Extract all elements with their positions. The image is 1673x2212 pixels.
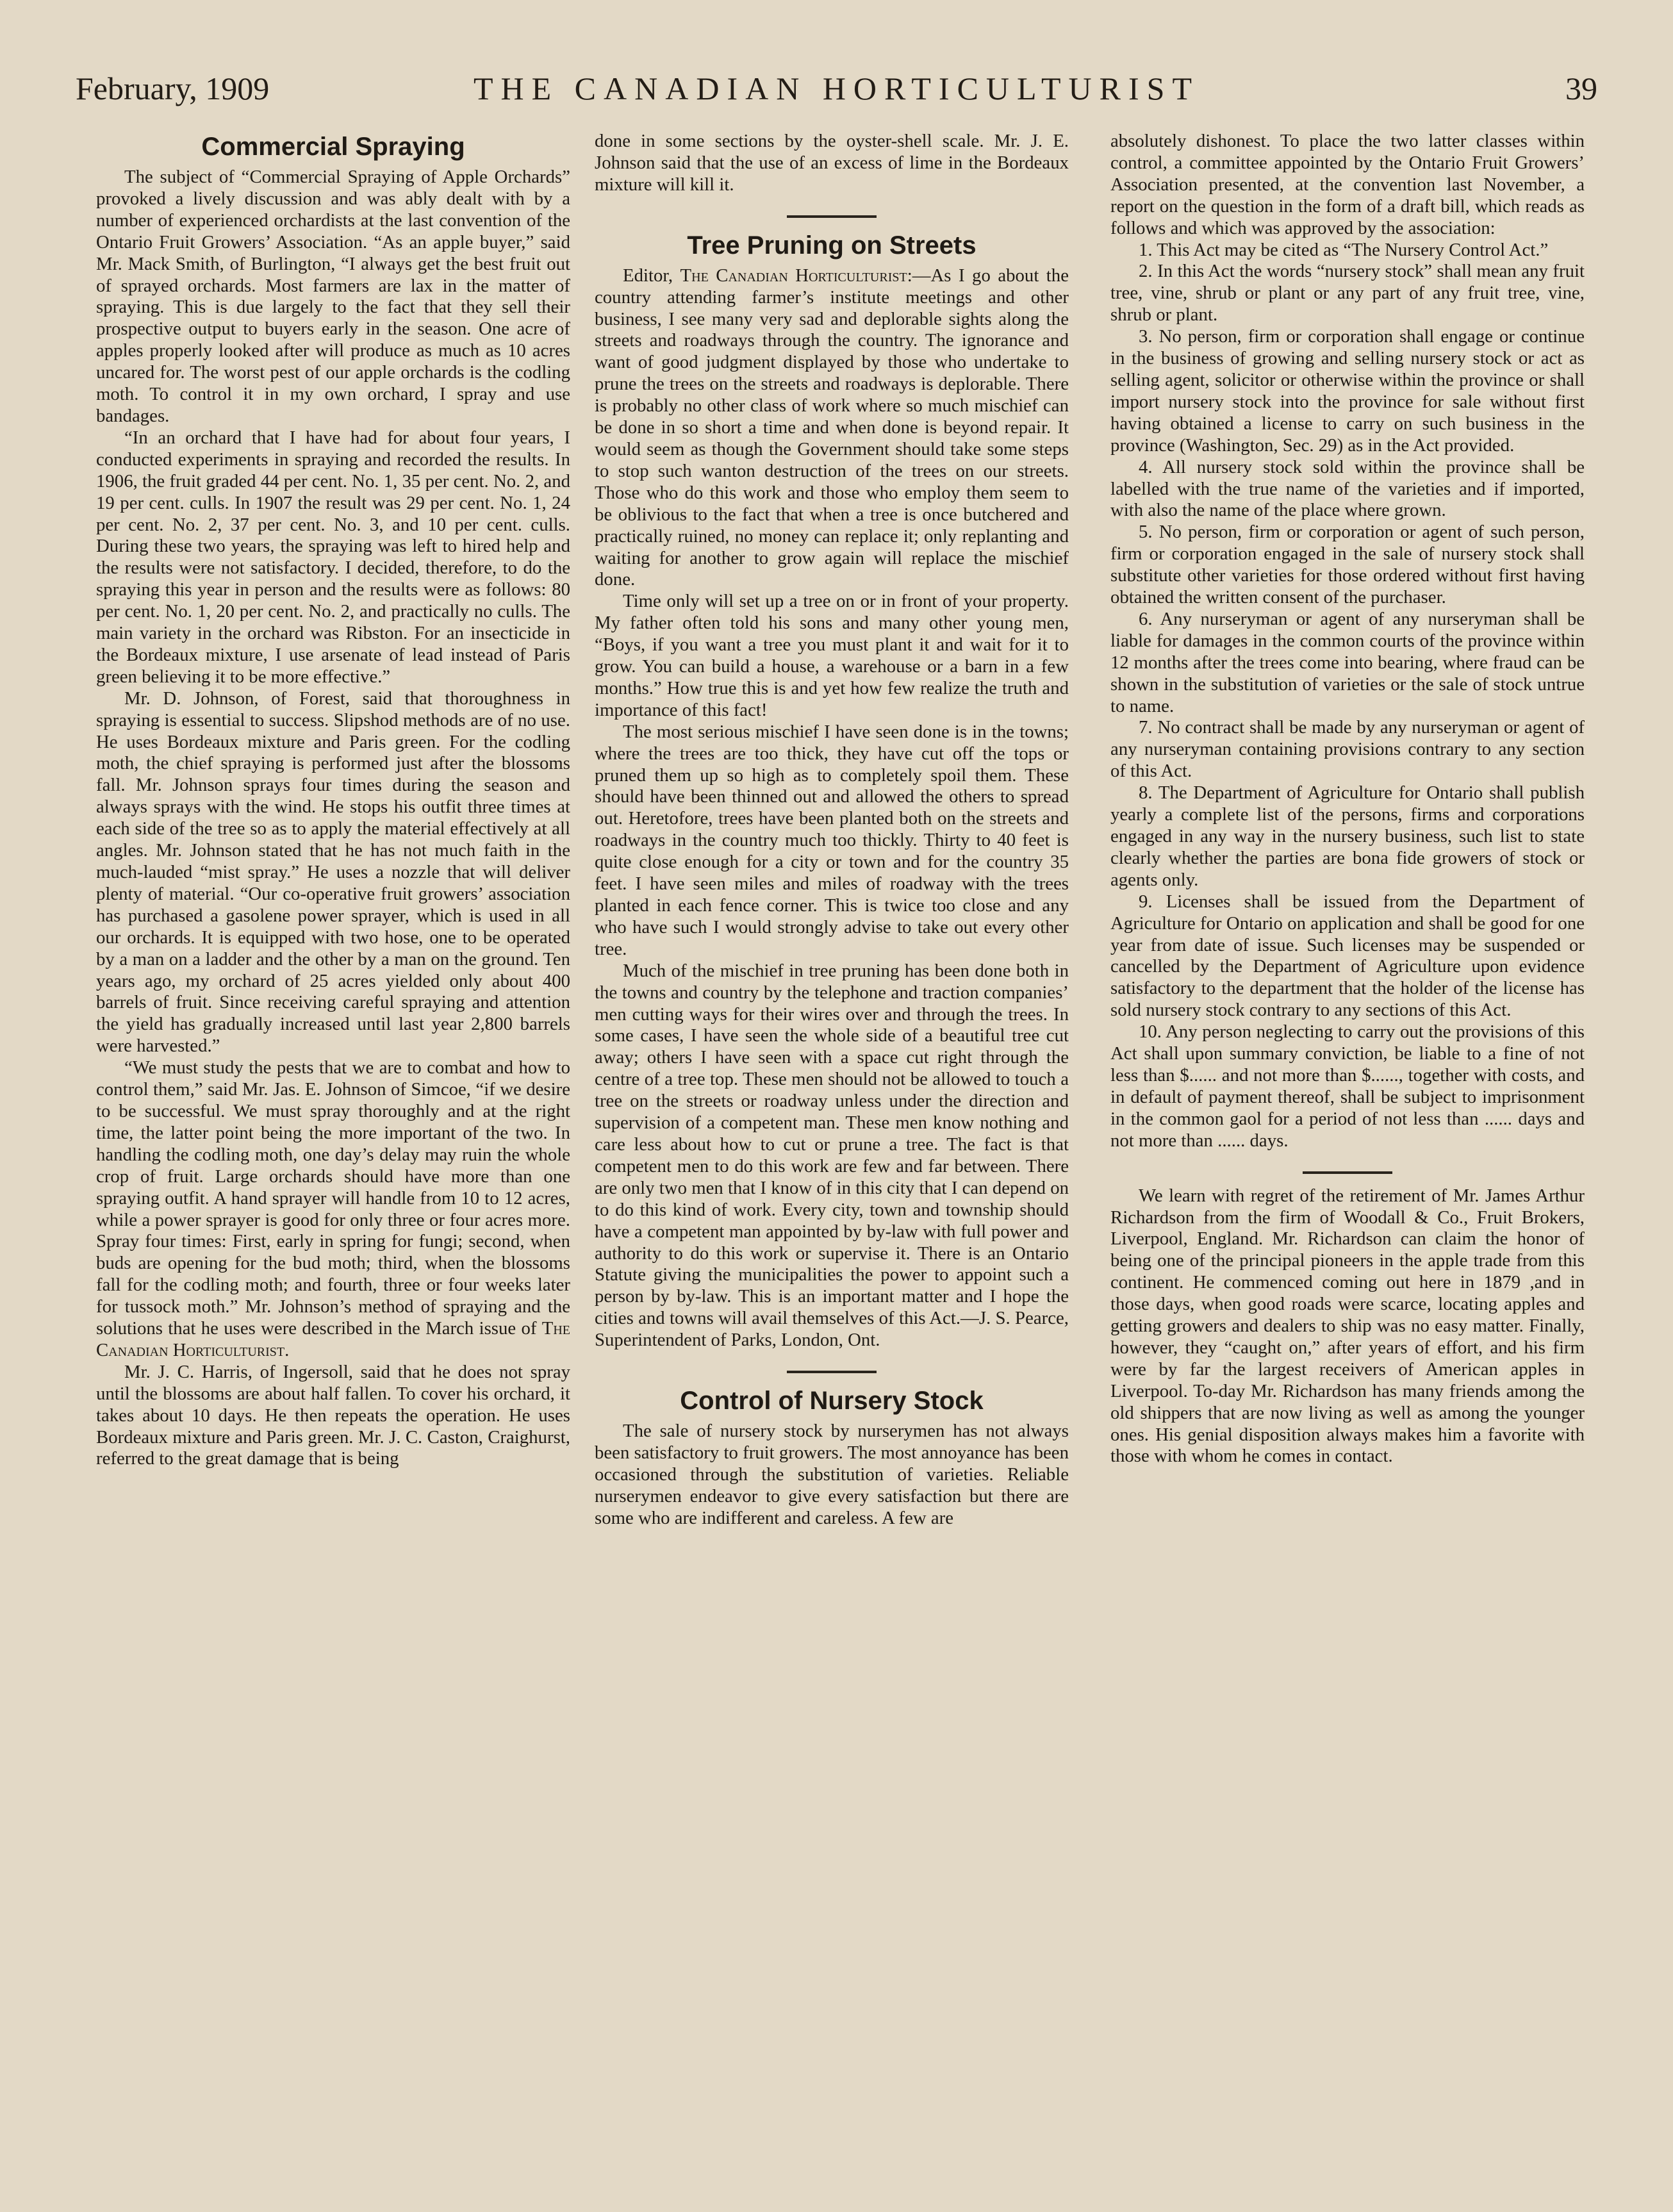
- paragraph: done in some sections by the oyster-shell scale. Mr. J. E. Johnson said that the use of an excess of lime in the Bordeaux mixture will kill it.: [595, 131, 1069, 195]
- column-1: [96, 131, 570, 2130]
- paragraph-retirement-notice: We learn with regret of the retirement of Mr. James Arthur Richardson from the firm of Woodall & Co., Fruit Brokers, Liverpool, England. Mr. Richardson can claim the honor of being one of the principal pioneers in the apple trade from this continent. He commenced coming out here in 1879 ,and in those days, when good roads were scarce, locating apples and getting growers and dealers to ship was no easy matter. Finally, however, they “caught on,” after years of effort, and his firm were by far the largest receivers of American apples in Liverpool. To-day Mr. Richardson has many friends among the old shippers that are now living as well as among the younger ones. His genial disposition always makes him a favorite with those with whom he comes in contact.: [1110, 1185, 1585, 1467]
- section-divider: [787, 1371, 877, 1373]
- paragraph: Time only will set up a tree on or in front of your property. My father often told his sons and many other young men, “Boys, if you want a tree you must plant it and wait for it to grow. You can build a house, a warehouse or a barn in a few months.” How true this is and yet how few realize the truth and importance of this fact!: [595, 591, 1069, 720]
- article-title-nursery-stock: Control of Nursery Stock: [680, 1387, 984, 1416]
- section-divider: [1303, 1171, 1392, 1174]
- paragraph: absolutely dishonest. To place the two latter classes within control, a committee appointed by the Ontario Fruit Growers’ Association presented, at the convention last November, a report on the question in the form of a draft bill, which reads as follows and which was approved by the association:: [1110, 131, 1585, 238]
- paragraph: The sale of nursery stock by nurserymen has not always been satisfactory to fruit growers. The most annoyance has been occasioned through the substitution of varieties. Reliable nurserymen endeavor to give every satisfaction but there are some who are indifferent and careless. A few are: [595, 1421, 1069, 1528]
- bill-section-2: 2. In this Act the words “nursery stock” shall mean any fruit tree, vine, shrub or plant or any part of any fruit tree, vine, shrub or plant.: [1110, 261, 1585, 326]
- article-title-tree-pruning: Tree Pruning on Streets: [687, 231, 977, 260]
- paragraph: Mr. J. C. Harris, of Ingersoll, said that he does not spray until the blossoms are about half fallen. To cover his orchard, it takes about 10 days. He then repeats the operation. He uses Bordeaux mixture and Paris green. Mr. J. C. Caston, Craighurst, referred to the great damage that is being: [96, 1361, 570, 1469]
- paragraph: [595, 265, 1069, 591]
- running-header: [76, 59, 1597, 118]
- page-number: 39: [1565, 70, 1597, 106]
- paragraph: The most serious mischief I have seen done is in the towns; where the trees are too thick, they have cut off the tops or pruned them up so high as to completely spoil them. These should have been thinned out and allowed the others to spread out. Heretofore, trees have been planted both on the streets and roadways in the country much too thickly. Thirty to 40 feet is quite close enough for a city or town and for the country 35 feet. I have seen miles and miles of roadway with the trees planted in each fence corner. This is twice too close and any who have such I would strongly advise to take out every other tree.: [595, 721, 1069, 959]
- paragraph: The subject of “Commercial Spraying of Apple Orchards” provoked a lively discussion and was ably dealt with by a number of experienced orchardists at the last convention of the Ontario Fruit Growers’ Association. “As an apple buyer,” said Mr. Mack Smith, of Burlington, “I always get the best fruit out of sprayed orchards. Most farmers are lax in the matter of spraying. This is due largely to the fact that they sell their prospective output to buyers early in the season. One acre of apples properly looked after will produce as much as 10 acres uncared for. The worst pest of our apple orchards is the codling moth. To control it in my own orchard, I spray and use bandages.: [96, 167, 570, 426]
- journal-name-inline: The Canadian Horticulturist.: [96, 1318, 570, 1360]
- paragraph-text: “We must study the pests that we are to combat and how to control them,” said Mr. Jas. E. Johnson of Simcoe, “if we desire to be successful. We must spray thoroughly and at the right time, the latter point being the more important of the two. In handling the codling moth, one day’s delay may ruin the whole crop of fruit. Large orchards should have more than one spraying outfit. A hand sprayer will handle from 10 to 12 acres, while a power sprayer is good for only three or four acres more. Spray four times: First, early in spring for fungi; second, when buds are opening for the bud moth; third, when the blossoms fall for the codling moth; and fourth, three or four weeks later for tussock moth.” Mr. Johnson’s method of spraying and the solutions that he uses were described in the March issue of: [96, 1057, 570, 1339]
- column-3: [1110, 131, 1585, 2130]
- journal-title: THE CANADIAN HORTICULTURIST: [473, 70, 1199, 106]
- editor-salutation: Editor,: [623, 265, 673, 286]
- article-title-commercial-spraying: Commercial Spraying: [201, 133, 465, 161]
- bill-section-6: 6. Any nurseryman or agent of any nurseryman shall be liable for damages in the common courts of the province within 12 months after the trees come into bearing, where fraud can be shown in the substitution of varieties or the sale of stock untrue to name.: [1110, 608, 1585, 716]
- bill-section-7: 7. No contract shall be made by any nurseryman or agent of any nurseryman containing provisions contrary to any section of this Act.: [1110, 717, 1585, 782]
- paragraph: Much of the mischief in tree pruning has been done both in the towns and country by the telephone and traction companies’ men cutting ways for their wires over and through the trees. In some cases, I have seen the whole side of a beautiful tree cut away; others I have seen with a space cut right through the centre of a tree top. These men should not be allowed to touch a tree on the streets or roadway unless under the direction and supervision of a competent man. These men know nothing and care less about how to cut or prune a tree. The fact is that competent men to do this work are few and far between. There are only two men that I know of in this city that I can depend on to do this kind of work. Every city, town and township should have a competent man appointed by by-law with full power and authority to do this work or supervise it. There is an Ontario Statute giving the municipalities the power to appoint such a person by by-law. This is an important matter and I hope the cities and towns will avail themselves of this Act.—J. S. Pearce, Superintendent of Parks, London, Ont.: [595, 960, 1069, 1351]
- issue-date: February, 1909: [76, 70, 270, 106]
- bill-section-4: 4. All nursery stock sold within the province shall be labelled with the true name of the varieties and if imported, with also the name of the place where grown.: [1110, 456, 1585, 521]
- bill-section-8: 8. The Department of Agriculture for Ontario shall publish yearly a complete list of the persons, firms and corporations engaged in any way in the nursery business, such list to state clearly whether the parties are bona fide growers of stock or agents only.: [1110, 782, 1585, 890]
- bill-section-1: 1. This Act may be cited as “The Nursery Control Act.”: [1139, 239, 1549, 260]
- paragraph-text: —As I go about the country attending farmer’s institute meetings and other business, I see many very sad and deplorable sights along the streets and roadways through the country. The ignorance and want of good judgment displayed by those who undertake to prune the trees on the streets and roadways is deplorable. There is probably no other class of work where so much mischief can be done in so short a time and when done is beyond repair. It would seem as though the Government should take some steps to stop such wanton destruction of the trees on our streets. Those who do this work and those who employ them seem to be oblivious to the fact that when a tree is once butchered and practically ruined, no money can replace it; only replanting and waiting for another to grow again will replace the mischief done.: [595, 265, 1069, 590]
- bill-section-3: 3. No person, firm or corporation shall engage or continue in the business of growing and selling nursery stock or act as selling agent, solicitor or otherwise within the province or shall import nursery stock into the province for sale without first having obtained a license to carry on such business in the province (Washington, Sec. 29) as in the Act provided.: [1110, 326, 1585, 456]
- bill-section-10: 10. Any person neglecting to carry out the provisions of this Act shall upon summary conviction, be liable to a fine of not less than $...... and not more than $......, together with costs, and in default of payment thereof, shall be subject to imprisonment in the common gaol for a period of not less than ...... days and not more than ...... days.: [1110, 1021, 1585, 1151]
- paragraph: [96, 1057, 570, 1362]
- bill-section-5: 5. No person, firm or corporation or agent of such person, firm or corporation engaged in the sale of nursery stock shall substitute other varieties for those ordered without first having obtained the written consent of the purchaser.: [1110, 522, 1585, 608]
- section-divider: [787, 215, 877, 218]
- bill-section-9: 9. Licenses shall be issued from the Department of Agriculture for Ontario on application and shall be good for one year from date of issue. Such licenses may be suspended or cancelled by the Department of Agriculture upon evidence satisfactory to the department that the holder of the license has sold nursery stock contrary to any sections of this Act.: [1110, 891, 1585, 1021]
- paragraph: “In an orchard that I have had for about four years, I conducted experiments in spraying and recorded the results. In 1906, the fruit graded 44 per cent. No. 1, 35 per cent. No. 2, and 19 per cent. culls. In 1907 the result was 29 per cent. No. 1, 24 per cent. No. 2, 37 per cent. No. 3, and 10 per cent. culls. During these two years, the spraying was left to hired help and the results were not satisfactory. I decided, therefore, to do the spraying this year in person and the results were as follows: 80 per cent. No. 1, 20 per cent. No. 2, and practically no culls. The main variety in the orchard was Ribston. For an insecticide in the Bordeaux mixture, I use arsenate of lead instead of Paris green believing it to be more effective.”: [96, 427, 570, 687]
- paragraph: Mr. D. Johnson, of Forest, said that thoroughness in spraying is essential to success. Slipshod methods are of no use. He uses Bordeaux mixture and Paris green. For the codling moth, the chief spraying is performed just after the blossoms fall. Mr. Johnson sprays four times during the season and always sprays with the wind. He stops his outfit three times at each side of the tree so as to apply the material effectively at all angles. Mr. Johnson stated that he has not much faith in the much-lauded “mist spray.” He uses a nozzle that will deliver plenty of material. “Our co-operative fruit growers’ association has purchased a gasolene power sprayer, which is used in all our orchards. It is equipped with two hose, one to be operated by a man on a ladder and the other by a man on the ground. Ten years ago, my orchard of 25 acres yielded only about 400 barrels of fruit. Since receiving careful spraying and attention the yield has gradually increased until last year 2,800 barrels were harvested.”: [96, 688, 570, 1057]
- column-2: [595, 131, 1069, 2130]
- journal-name-inline: The Canadian Horticulturist:: [680, 265, 912, 286]
